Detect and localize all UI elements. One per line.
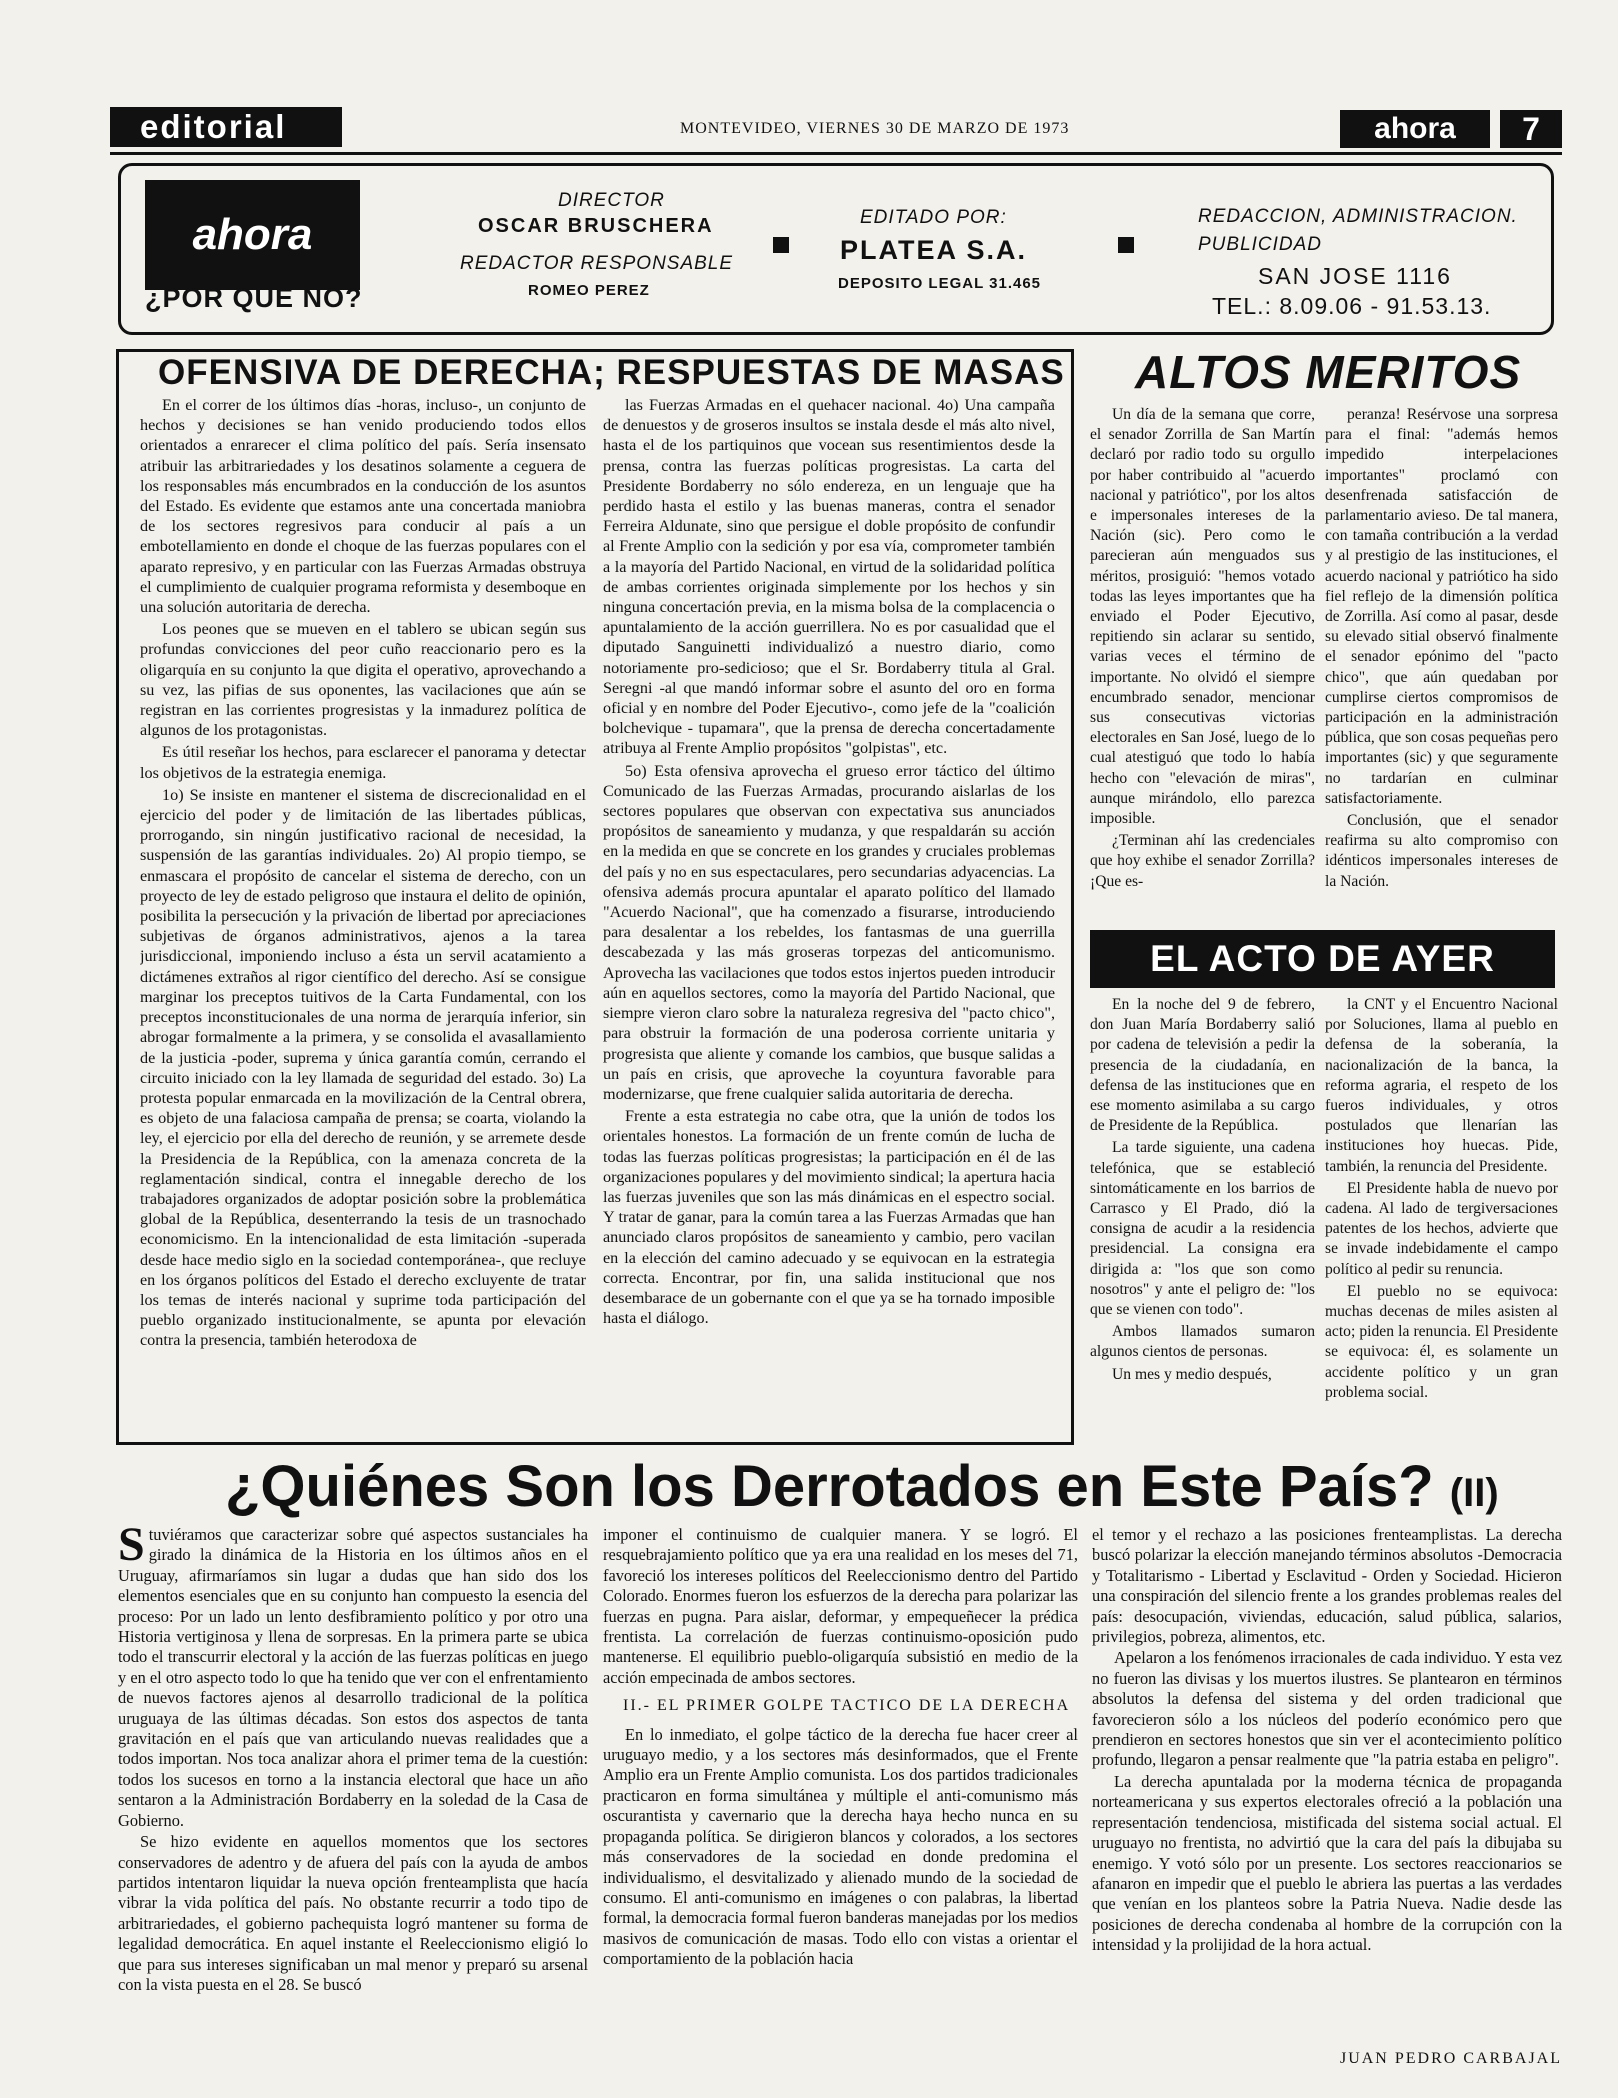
acto-column-1: [1090, 995, 1315, 1445]
paragraph: Los peones que se mueven en el tablero se ubican según sus profundas convicciones del peor cuño reaccionario pero es la oligarquía en su conjunto la que digita el operativo, aprovechando a su vez, las pifias de sus oponentes, las vacilaciones que aún se registran en las corrientes progresistas y la inmadurez política de algunos de los protagonistas.: [140, 620, 586, 740]
paragraph: Ambos llamados sumaron algunos cientos de personas.: [1090, 1323, 1315, 1361]
paragraph: Es útil reseñar los hechos, para esclarecer el panorama y detectar los objetivos de la estrategia enemiga.: [140, 743, 586, 782]
masthead-tagline: ¿POR QUE NO?: [145, 283, 363, 313]
acto-column-2: [1325, 995, 1558, 1445]
paragraph: Un mes y medio después,: [1112, 1365, 1272, 1383]
paragraph: 5o) Esta ofensiva aprovecha el grueso error táctico del último Comunicado de las Fuerzas Armadas, procurando aislarlas de los sectores populares que observan con expectativa sus anunciados propósitos de saneamiento y mudanza, y que respaldarán su acción en la medida en que se concrete en los grandes y cruciales problemas del país y no en sus espectaculares, pero secundarias adyacencias. La ofensiva además procura apuntalar el aparato político del llamado "Acuerdo Nacional", que ha comenzado a fisurarse, introduciendo para desalentar a los rebeldes, los fantasmas de una guerrilla descabezada y las más groseras torpezas del anticomunismo. Aprovecha las vacilaciones que todos estos injertos pueden introducir aún en aquellos sectores, como la mayoría del Partido Nacional, que siempre vieron claro sobre la naturaleza regresiva del "pacto chico", para obstruir la formación de una poderosa corriente unitaria y progresista que aliente y comande los cambios, que busque salidas a un país en crisis, que aproveche la coyuntura favorable para modernizarse, que frene cualquier salida autoritaria de derecha.: [603, 761, 1055, 1103]
derrotados-headline: [225, 1453, 1499, 1520]
publisher-name: PLATEA S.A.: [840, 235, 1028, 265]
redaccion-label: REDACCION, ADMINISTRACION. PUBLICIDAD: [1198, 206, 1518, 255]
separator-bullet: [773, 237, 789, 253]
section-tag: editorial: [110, 107, 342, 147]
author-signature: JUAN PEDRO CARBAJAL: [1339, 2050, 1562, 2067]
ofensiva-column-1: [140, 395, 586, 1440]
section-subhead: II.- EL PRIMER GOLPE TACTICO DE LA DERECHA: [623, 1697, 1071, 1715]
paragraph: Frente a esta estrategia no cabe otra, que la unión de todos los orientales honestos. La formación de un frente común de lucha de todas las fuerzas políticas progresistas; la participación en él de las organizaciones populares y del movimiento sindical; la apertura hacia las fuerzas juveniles que son las más dinámicas en el espectro social. Y tratar de ganar, para la común tarea a las Fuerzas Armadas que han anunciado claros propósitos de saneamiento y cambio, pero vacilan en la elección del camino adecuado y se equivocan en la estrategia correcta. Encontrar, por fin, una salida institucional que nos desembarace de un gobernante con el que ya se ha tornado imposible hasta el diálogo.: [603, 1107, 1055, 1328]
paragraph: Se hizo evidente en aquellos momentos que los sectores conservadores de adentro y de afuera del país con la ayuda de ambos partidos intentaron liquidar la nueva opción frenteamplista que hacía vibrar la vida política del país. No obstante recurrir a todo tipo de arbitrariedades, el gobierno pachequista logró mantener su forma de legalidad democrática. En aquel instante el Reeleccionismo eligió lo que para sus intereses significaban un mal menor y preparó su arsenal con la vista puesta en el 28. Se buscó: [118, 1832, 588, 1994]
page-number: 7: [1500, 110, 1562, 148]
ofensiva-headline: OFENSIVA DE DERECHA; RESPUESTAS DE MASAS: [158, 353, 1065, 392]
separator-bullet: [1118, 237, 1134, 253]
paragraph: imponer el continuismo de cualquier manera. Y se logró. El resquebrajamiento político que ya era una realidad en los meses del 71, favoreció los intereses políticos del Reeleccionismo dentro del Partido Colorado. Enormes fueron los esfuerzos de la derecha para polarizar las fuerzas en pugna. Para aislar, deformar, y empequeñecer la prédica frentista. La correlación de fuerzas continuismo-oposición pudo mantenerse. El equilibrio pueblo-oligarquía subsistió en medio de la acción empecinada de ambos sectores.: [603, 1525, 1078, 1687]
paragraph: El pueblo no se equivoca: muchas decenas de miles asisten al acto; piden la renuncia. El Presidente se equivoca: él, es solamente un accidente político y un gran problema social.: [1325, 1282, 1558, 1401]
paragraph: La tarde siguiente, una cadena telefónica, que se estableció sintomáticamente en los barrios de Carrasco y El Prado, dió la consigna de acudir a la residencia presidencial. La consigna era dirigida a: "los que son como nosotros" y ante el peligro de: "los que se vienen con todo".: [1090, 1139, 1315, 1319]
director-label: DIRECTOR: [558, 190, 665, 211]
dateline: MONTEVIDEO, VIERNES 30 DE MARZO DE 1973: [680, 120, 1070, 137]
lead-paragraph: Stuviéramos que caracterizar sobre qué aspectos sustanciales ha girado la dinámica de la Historia en los últimos años en el Uruguay, afirmaríamos sin lugar a dudas que han sido dos los elementos esenciales que en su conjunto han compuesto la esencia del proceso: Por un lado un lento desfibramiento político y por otro una Historia vertiginosa y llena de sorpresas. En la primera parte se ubica todo el transcurrir electoral y la acción de las fuerzas políticas en juego y en el otro aspecto todo lo que ha tenido que ver con el enfrentamiento de nuevos factores ajenos al desarrollo tradicional de la política uruguaya de las últimas décadas. Son estos dos aspectos de tanta gravitación en el país que van articulando nuevas realidades que a todos importan. Nos toca analizar ahora el primer tema de la cuestión: todos los sucesos en torno a la instancia electoral que hace un año sentaron a la Administración Bordaberry en la soledad de la Casa de Gobierno.: [118, 1525, 588, 1830]
derrotados-column-3: [1092, 1525, 1562, 2045]
derrotados-part: (II): [1449, 1471, 1499, 1515]
altos-column-1: [1090, 405, 1315, 920]
altos-column-2: [1325, 405, 1558, 920]
paragraph: La derecha apuntalada por la moderna técnica de propaganda norteamericana y sus expertos electorales ofreció a la población una representación tendenciosa, mistificada del sistema social actual. El uruguayo no frentista, no advirtió que la cara del país la dibujaba su enemigo. Y votó sólo por un presente. Los sectores reaccionarios se afanaron en impedir que el pueblo le abriera las puertas a las verdades que venían en los planteos sobre la Patria Nueva. Nadie desde las posiciones de derecha condenaba al hombre de la corrupción con la intensidad y la prolijidad de la hora actual.: [1092, 1771, 1562, 1955]
paragraph: Apelaron a los fenómenos irracionales de cada individuo. Y esta vez no fueron las divisas y los muertos ilustres. Se plantearon en términos absolutos la defensa del sistema y del orden tradicional que favorecieron sólo a los núcleos del poderío económico pero que prendieron en sectores honestos que sin ver el acontecimiento político profundo, llegaron a pensar realmente que "la patria estaba en peligro".: [1092, 1648, 1562, 1770]
paragraph: En lo inmediato, el golpe táctico de la derecha fue hacer creer al uruguayo medio, y a los sectores más desinformados, que el Frente Amplio era un Frente Amplio comunista. Los dos partidos tradicionales practicaron en forma simultánea y múltiple el anti-comunismo más oscurantista y cavernario que la derecha haya hecho nunca en su propaganda política. Se dirigieron blancos y colorados, a los sectores más conservadores de la sociedad en donde predomina el individualismo, el desvitalizado y alienado mundo de la sociedad de consumo. El anti-comunismo en imágenes o con palabras, la libertad formal, la democracia formal fueron banderas manejadas por los medios masivos de comunicación de masas. Todo ello con vistas a orientar el comportamiento de la población hacia: [603, 1724, 1078, 1969]
header-rule: [110, 152, 1562, 155]
director-name: OSCAR BRUSCHERA: [478, 215, 714, 237]
ahora-logo: ahora: [145, 180, 360, 290]
paragraph: las Fuerzas Armadas en el quehacer nacional. 4o) Una campaña de denuestos y de groseros insultos se instala desde el más alto nivel, hasta el de los partiquinos que vocean sus resentimientos desde la prensa, contra las fuerzas políticas progresistas. La carta del Presidente Bordaberry no sólo endereza, en un lenguaje que ha perdido hasta el estilo y las buenas maneras, contra el senador Ferreira Aldunate, sino que persigue el doble propósito de confundir al Frente Amplio con la sedición y por esa vía, comprometer también a la mayoría del Partido Nacional, en virtud de la solidaridad política de ambas corrientes originada simplemente por los hechos y sin ninguna concertación previa, en la misma bolsa de la complacencia o apuntalamiento de la acción guerrillera. No es por casualidad que el diputado Sanguinetti individualizó a nuestro diario, como notoriamente pro-sedicioso; que el Sr. Bordaberry titula al Gral. Seregni -al que mandó informar sobre el asunto del oro en forma oficial y en nombre del Poder Ejecutivo-, como jefe de la "coalición bolchevique - tupamara", que la prensa de derecha concertadamente atribuya al Frente Amplio propósitos "golpistas", etc.: [603, 396, 1055, 758]
drop-cap: S: [118, 1525, 145, 1571]
paragraph: la CNT y el Encuentro Nacional por Soluciones, llama al pueblo en defensa de la soberanía, la nacionalización de la banca, la reforma agraria, el respeto de los fueros individuales, y otros postulados que llenarían las instituciones hoy huecas. Pide, también, la renuncia del Presidente.: [1325, 996, 1558, 1175]
paragraph: En la noche del 9 de febrero, don Juan María Bordaberry salió por cadena de televisión a pedir la presencia de la ciudadanía, en defensa de las instituciones que en ese momento asimilaba a su cargo de Presidente de la República.: [1090, 996, 1315, 1135]
deposito-legal: DEPOSITO LEGAL 31.465: [838, 275, 1042, 292]
address: SAN JOSE 1116: [1258, 263, 1452, 289]
paragraph: ¿Terminan ahí las credenciales que hoy exhibe el senador Zorrilla? ¡Que es-: [1090, 832, 1315, 890]
redactor-name: ROMEO PEREZ: [528, 282, 650, 299]
paper-name-tag: ahora: [1340, 110, 1490, 148]
derrotados-title: ¿Quiénes Son los Derrotados en Este País?: [225, 1454, 1434, 1519]
redactor-label: REDACTOR RESPONSABLE: [460, 253, 734, 274]
paragraph: peranza! Resérvose una sorpresa para el final: "además hemos impedido interpelaciones importantes" proclamó con desenfrenada satisfacción de parlamentario avieso. De tal manera, con tamaña contribución a la verdad y al prestigio de las instituciones, el acuerdo nacional y patriótico ha sido fiel reflejo de la dimensión política de Zorrilla. Así como al pasar, desde su elevado sitial observó finalmente el senador epónimo del "pacto chico", que aún quedaban por cumplirse ciertos compromisos de participación en la administración pública, que son cosas pequeñas pero importantes (sic) y que seguramente no tardarían en culminar satisfactoriamente.: [1325, 406, 1558, 807]
editado-label: EDITADO POR:: [860, 207, 1007, 228]
acto-ayer-headline: EL ACTO DE AYER: [1090, 930, 1555, 988]
paragraph: el temor y el rechazo a las posiciones frenteamplistas. La derecha buscó polarizar la elección manejando términos absolutos -Democracia y Totalitarismo - Libertad y Esclavitud - Orden y Sociedad. Hicieron una conspiración del silencio frente a los grandes problemas reales del país: desocupación, viviendas, educación, salud pública, salarios, privilegios, pobreza, alimentos, etc.: [1092, 1525, 1562, 1647]
telephone: TEL.: 8.09.06 - 91.53.13.: [1212, 293, 1492, 319]
derrotados-column-2: [603, 1525, 1078, 2065]
paragraph: En el correr de los últimos días -horas, incluso-, un conjunto de hechos y decisiones se han venido produciendo todos ellos orientados a enrarecer el clima político del país. Sería insensato atribuir las arbitrariedades y los desatinos solamente a ceguera de los responsables más encumbrados en la conducción de los asuntos del Estado. Es evidente que estamos ante una concertada maniobra de los sectores regresivos para conducir al país a un embotellamiento en donde el choque de las fuerzas populares con el aparato represivo, y en particular con las Fuerzas Armadas obstruya el cumplimiento de cualquier programa reformista y desemboque en una solución autoritaria de derecha.: [140, 396, 586, 617]
altos-meritos-headline: ALTOS MERITOS: [1135, 346, 1522, 398]
ofensiva-column-2: [603, 395, 1055, 1440]
paragraph: 1o) Se insiste en mantener el sistema de discrecionalidad en el ejercicio del poder y de limitación de las libertades públicas, prorrogando, sin ningún justificativo racional de necesidad, la suspensión de las garantías individuales. 2o) Al propio tiempo, se enmascara el propósito de cancelar el sistema de derecho, con un proyecto de ley de estado peligroso que instaura el delito de opinión, posibilita la persecución y la privación de libertad por apreciaciones subjetivas de órganos administrativos, ajenos a la tarea jurisdiccional, imponiendo incluso a ésta un servil acatamiento a dictámenes extraños al rigor científico del derecho. Así se consigue marginar los preceptos tuitivos de la Carta Fundamental, con los preceptos inconstitucionales de una norma de jerarquía inferior, sin abrogar formalmente a la primera, y se consolida el avasallamiento de la justicia -poder, suprema y única garantía común, cerrando el circuito iniciado con la ley llamada de seguridad del estado. 3o) La protesta popular enmarcada en la movilización de la Central obrera, es objeto de una falaciosa campaña de prensa; se coarta, violando la ley, el ejercicio por ella del derecho de reunión, y se arremete desde la Presidencia de la República, con la amenaza concreta de la reglamentación sindical, contra el innegable derecho de los trabajadores organizados de adoptar posición sobre la problemática global de la República, desenterrando la tesis de un trasnochado economicismo. En la intencionalidad de esta limitación -superada desde hace medio siglo en la sociedad contemporánea-, que recluye en los órganos políticos del Estado el derecho excluyente de tratar los temas de interés nacional y suprime toda participación del pueblo organizado institucionalmente, se apunta por elevación contra la presencia, también heterodoxa de: [140, 785, 586, 1350]
derrotados-column-1: [118, 1525, 588, 2065]
paragraph: Conclusión, que el senador reafirma su alto compromiso con idénticos impersonales intereses de la Nación.: [1325, 812, 1558, 890]
paragraph: El Presidente habla de nuevo por cadena. Al lado de tergiversaciones patentes de los hechos, advierte que se invade indebidamente el campo político al pedir su renuncia.: [1325, 1179, 1558, 1278]
paragraph: Un día de la semana que corre, el senador Zorrilla de San Martín declaró por radio todo su orgullo por haber contribuido al "acuerdo nacional y patriótico", por los altos e impersonales intereses de la Nación (sic). Pero como le parecieran aún menguados sus méritos, prosiguió: "hemos votado todas las leyes importantes que ha enviado el Poder Ejecutivo, repitiendo sin aclarar su sentido, varias veces el término de importante. No olvidó el siempre encumbrado senador, mencionar sus consecutivas victorias electorales en San José, luego de lo cual atestiguó que todo lo había hecho con "elevación de miras", aunque mirándolo, ello parezca imposible.: [1090, 406, 1315, 828]
